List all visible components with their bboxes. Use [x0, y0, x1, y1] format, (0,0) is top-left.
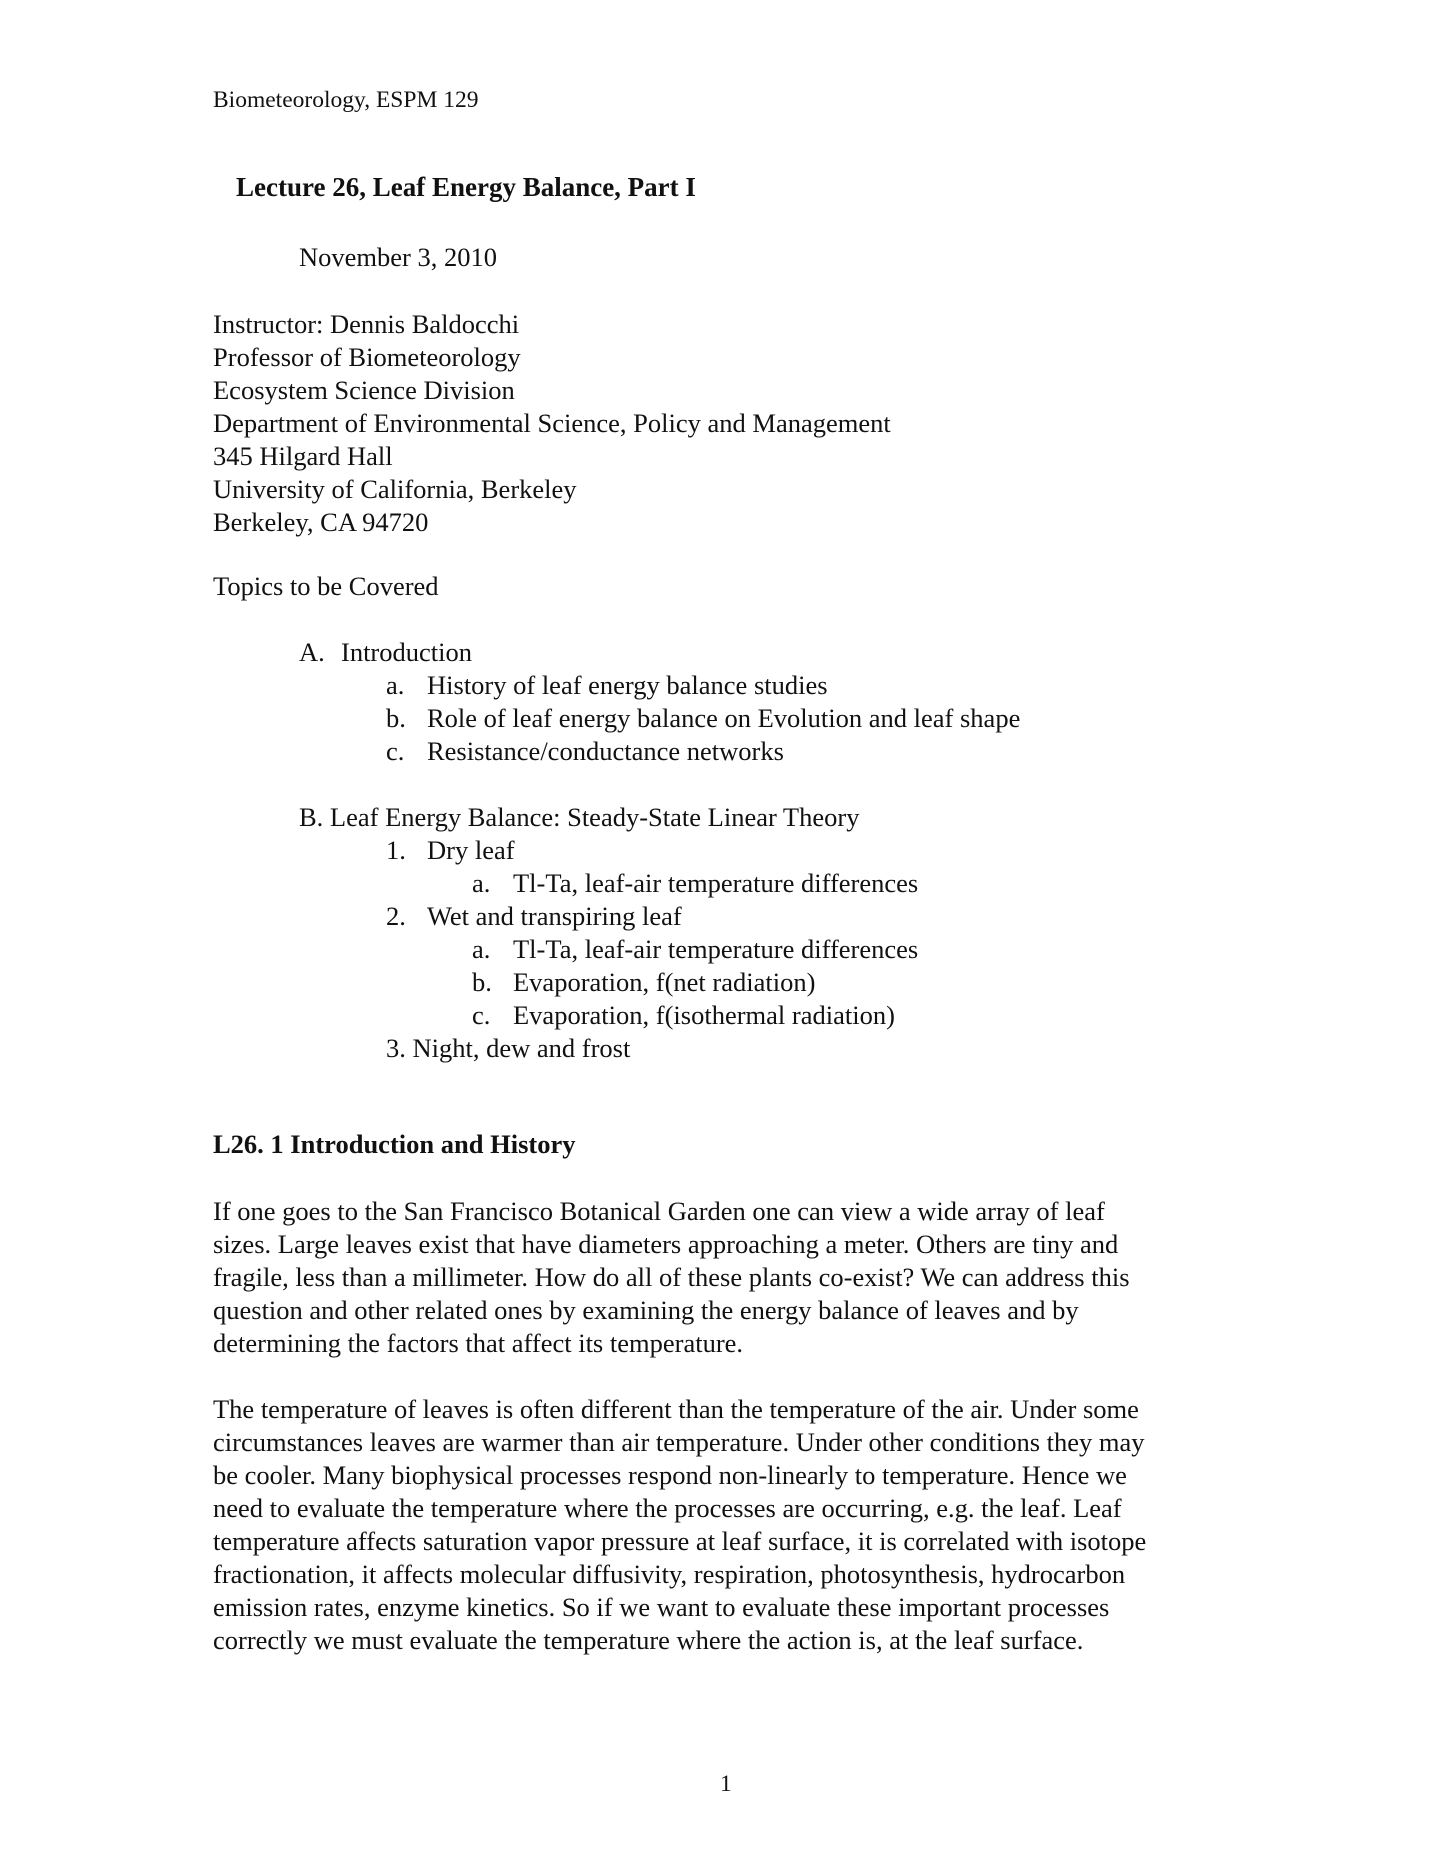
paragraph-line: fragile, less than a millimeter. How do all of these plants co-exist? We can address this	[213, 1262, 1130, 1292]
paragraph-1	[213, 1195, 1233, 1360]
outline-item: Resistance/conductance networks	[427, 736, 784, 766]
outline-item: History of leaf energy balance studies	[427, 670, 828, 700]
paragraph-line: If one goes to the San Francisco Botanical Garden one can view a wide array of leaf	[213, 1196, 1105, 1226]
outline-item: B. Leaf Energy Balance: Steady-State Linear Theory	[299, 802, 860, 832]
paragraph-line: circumstances leaves are warmer than air temperature. Under other conditions they may	[213, 1427, 1145, 1457]
outline-item: Tl-Ta, leaf-air temperature differences	[513, 868, 919, 898]
lecture-title: Lecture 26, Leaf Energy Balance, Part I	[236, 172, 696, 202]
outline-marker: a.	[472, 868, 491, 898]
outline-marker: 2.	[386, 901, 406, 931]
outline-item: Evaporation, f(net radiation)	[513, 967, 816, 997]
paragraph-line: sizes. Large leaves exist that have diameters approaching a meter. Others are tiny and	[213, 1229, 1119, 1259]
lecture-date: November 3, 2010	[299, 242, 497, 272]
paragraph-2	[213, 1393, 1233, 1657]
outline-item: 3. Night, dew and frost	[386, 1033, 631, 1063]
running-header: Biometeorology, ESPM 129	[213, 87, 479, 113]
outline-item: Role of leaf energy balance on Evolution and leaf shape	[427, 703, 1021, 733]
outline-item: Tl-Ta, leaf-air temperature differences	[513, 934, 919, 964]
outline-marker: b.	[386, 703, 406, 733]
page-number: 1	[720, 1771, 732, 1797]
outline-marker: c.	[386, 736, 405, 766]
outline-marker: 1.	[386, 835, 406, 865]
paragraph-line: fractionation, it affects molecular diffusivity, respiration, photosynthesis, hydrocarbon	[213, 1559, 1126, 1589]
paragraph-line: temperature affects saturation vapor pressure at leaf surface, it is correlated with isotope	[213, 1526, 1147, 1556]
outline-item: Evaporation, f(isothermal radiation)	[513, 1000, 895, 1030]
instructor-line: 345 Hilgard Hall	[213, 441, 393, 471]
paragraph-line: determining the factors that affect its temperature.	[213, 1328, 744, 1358]
outline-marker: A.	[299, 637, 325, 667]
outline-marker: b.	[472, 967, 492, 997]
outline-marker: c.	[472, 1000, 491, 1030]
outline-item: Dry leaf	[427, 835, 515, 865]
paragraph-line: question and other related ones by examining the energy balance of leaves and by	[213, 1295, 1079, 1325]
paragraph-line: be cooler. Many biophysical processes respond non-linearly to temperature. Hence we	[213, 1460, 1127, 1490]
paragraph-line: emission rates, enzyme kinetics. So if we want to evaluate these important processes	[213, 1592, 1110, 1622]
outline-item: Wet and transpiring leaf	[427, 901, 682, 931]
topics-heading: Topics to be Covered	[213, 571, 439, 601]
instructor-line: Instructor: Dennis Baldocchi	[213, 309, 520, 339]
instructor-line: Ecosystem Science Division	[213, 375, 515, 405]
outline-marker: a.	[472, 934, 491, 964]
section-heading: L26. 1 Introduction and History	[213, 1129, 576, 1159]
paragraph-line: need to evaluate the temperature where the processes are occurring, e.g. the leaf. Leaf	[213, 1493, 1122, 1523]
instructor-line: Professor of Biometeorology	[213, 342, 521, 372]
instructor-line: Berkeley, CA 94720	[213, 507, 429, 537]
paragraph-line: The temperature of leaves is often different than the temperature of the air. Under some	[213, 1394, 1139, 1424]
instructor-line: University of California, Berkeley	[213, 474, 577, 504]
outline-marker: a.	[386, 670, 405, 700]
paragraph-line: correctly we must evaluate the temperature where the action is, at the leaf surface.	[213, 1625, 1084, 1655]
outline-item: Introduction	[341, 637, 472, 667]
instructor-line: Department of Environmental Science, Policy and Management	[213, 408, 891, 438]
